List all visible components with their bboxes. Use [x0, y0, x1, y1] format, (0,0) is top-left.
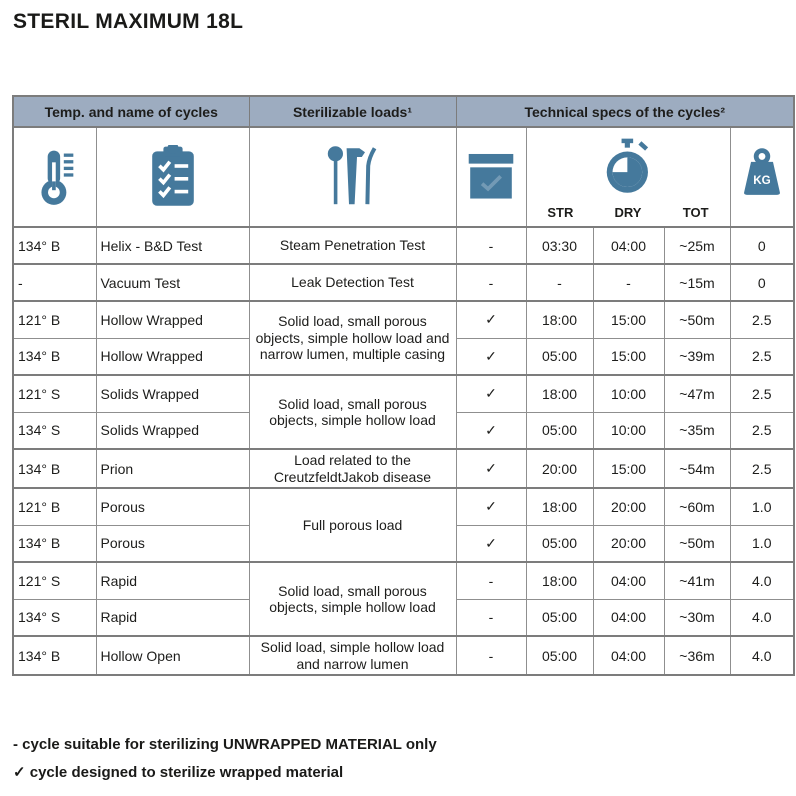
tot-cell: ~39m: [664, 338, 730, 375]
stopwatch-icon: [597, 134, 659, 201]
temp-cell: 134° B: [13, 449, 96, 488]
tot-label: TOT: [682, 205, 709, 220]
container-icon: [457, 129, 526, 225]
cycles-table: [12, 95, 795, 676]
tot-cell: ~41m: [664, 562, 730, 599]
cycle-name-cell: Helix - B&D Test: [96, 227, 249, 264]
table-row: [13, 301, 794, 338]
tot-cell: ~25m: [664, 227, 730, 264]
cycles-table-body: [13, 227, 794, 675]
table-row: [13, 264, 794, 301]
cycle-name-cell: Hollow Open: [96, 636, 249, 675]
container-column-header: [456, 127, 526, 227]
tot-cell: ~35m: [664, 412, 730, 449]
cycle-name-cell: Hollow Wrapped: [96, 338, 249, 375]
footnote-wrapped: ✓ cycle designed to sterilize wrapped material: [13, 764, 344, 781]
load-cell: Steam Penetration Test: [249, 227, 456, 264]
temp-cell: -: [13, 264, 96, 301]
load-cell: Load related to the CreutzfeldtJakob disease: [249, 449, 456, 488]
dry-cell: 04:00: [593, 227, 664, 264]
str-cell: 05:00: [526, 338, 593, 375]
icon-header-row: [13, 127, 794, 227]
kg-cell: 4.0: [730, 562, 794, 599]
kg-cell: 2.5: [730, 412, 794, 449]
time-sublabels: [527, 205, 730, 225]
wrapped-check-cell: ✓: [456, 301, 526, 338]
cycle-name-cell: Porous: [96, 488, 249, 525]
tot-cell: ~54m: [664, 449, 730, 488]
cycle-name-cell: Prion: [96, 449, 249, 488]
str-cell: 05:00: [526, 525, 593, 562]
temp-cell: 134° B: [13, 636, 96, 675]
str-cell: 05:00: [526, 412, 593, 449]
dental-instruments-icon: [250, 129, 456, 225]
times-column-header: [526, 127, 730, 227]
kg-cell: 1.0: [730, 488, 794, 525]
dry-cell: 15:00: [593, 338, 664, 375]
wrapped-check-cell: ✓: [456, 449, 526, 488]
load-cell: Solid load, small porous objects, simple hollow load and narrow lumen, multiple casing: [249, 301, 456, 375]
temp-cell: 134° B: [13, 338, 96, 375]
cycle-name-cell: Hollow Wrapped: [96, 301, 249, 338]
cycle-name-cell: Porous: [96, 525, 249, 562]
weight-kg-icon: [731, 129, 794, 225]
cycle-name-cell: Vacuum Test: [96, 264, 249, 301]
str-label: STR: [547, 205, 574, 220]
temp-cell: 121° B: [13, 301, 96, 338]
load-cell: Leak Detection Test: [249, 264, 456, 301]
wrapped-check-cell: ✓: [456, 338, 526, 375]
kg-cell: 2.5: [730, 301, 794, 338]
wrapped-check-cell: -: [456, 599, 526, 636]
table-header-band: [13, 96, 794, 127]
tot-cell: ~30m: [664, 599, 730, 636]
load-cell: Solid load, small porous objects, simple hollow load: [249, 375, 456, 449]
str-cell: 18:00: [526, 488, 593, 525]
wrapped-check-cell: -: [456, 636, 526, 675]
kg-cell: 0: [730, 227, 794, 264]
temp-cell: 134° B: [13, 525, 96, 562]
kg-cell: 2.5: [730, 375, 794, 412]
kg-cell: 4.0: [730, 636, 794, 675]
kg-cell: 2.5: [730, 449, 794, 488]
dry-cell: 20:00: [593, 525, 664, 562]
table-row: [13, 227, 794, 264]
tot-cell: ~47m: [664, 375, 730, 412]
header-technical-specs: Technical specs of the cycles²: [456, 96, 794, 127]
temp-cell: 134° S: [13, 599, 96, 636]
dry-cell: 04:00: [593, 599, 664, 636]
str-cell: 20:00: [526, 449, 593, 488]
wrapped-check-cell: -: [456, 264, 526, 301]
str-cell: 18:00: [526, 562, 593, 599]
load-cell: Solid load, simple hollow load and narrow lumen: [249, 636, 456, 675]
wrapped-check-cell: ✓: [456, 412, 526, 449]
table-row: [13, 449, 794, 488]
str-cell: 05:00: [526, 599, 593, 636]
wrapped-check-cell: ✓: [456, 375, 526, 412]
dry-cell: 10:00: [593, 375, 664, 412]
svg-text:KG: KG: [753, 173, 771, 187]
tot-cell: ~15m: [664, 264, 730, 301]
dry-cell: 04:00: [593, 562, 664, 599]
temp-cell: 121° S: [13, 375, 96, 412]
dry-cell: 15:00: [593, 449, 664, 488]
str-cell: 18:00: [526, 375, 593, 412]
tot-cell: ~50m: [664, 525, 730, 562]
tot-cell: ~50m: [664, 301, 730, 338]
cycle-name-cell: Rapid: [96, 562, 249, 599]
table-row: [13, 375, 794, 412]
kg-cell: 4.0: [730, 599, 794, 636]
tot-cell: ~60m: [664, 488, 730, 525]
load-cell: Solid load, small porous objects, simple hollow load: [249, 562, 456, 636]
dry-cell: 20:00: [593, 488, 664, 525]
temp-cell: 121° S: [13, 562, 96, 599]
wrapped-check-cell: ✓: [456, 525, 526, 562]
clipboard-checklist-icon: [97, 129, 249, 225]
temp-cell: 134° B: [13, 227, 96, 264]
kg-cell: 2.5: [730, 338, 794, 375]
dry-cell: 04:00: [593, 636, 664, 675]
tot-cell: ~36m: [664, 636, 730, 675]
table-row: [13, 488, 794, 525]
cycle-name-cell: Solids Wrapped: [96, 412, 249, 449]
load-cell: Full porous load: [249, 488, 456, 562]
weight-column-header: [730, 127, 794, 227]
cycle-name-cell: Rapid: [96, 599, 249, 636]
dry-cell: 15:00: [593, 301, 664, 338]
table-row: [13, 636, 794, 675]
dry-cell: 10:00: [593, 412, 664, 449]
header-temp-name-cycles: Temp. and name of cycles: [13, 96, 249, 127]
temperature-column-header: [13, 127, 96, 227]
cycle-name-cell: Solids Wrapped: [96, 375, 249, 412]
kg-cell: 0: [730, 264, 794, 301]
temp-cell: 134° S: [13, 412, 96, 449]
sterilizable-loads-column-header: [249, 127, 456, 227]
page-title: STERIL MAXIMUM 18L: [13, 10, 244, 33]
str-cell: 05:00: [526, 636, 593, 675]
footnote-unwrapped: - cycle suitable for sterilizing UNWRAPPED MATERIAL only: [13, 736, 437, 753]
dry-cell: -: [593, 264, 664, 301]
str-cell: -: [526, 264, 593, 301]
wrapped-check-cell: -: [456, 227, 526, 264]
dry-label: DRY: [614, 205, 642, 220]
header-sterilizable-loads: Sterilizable loads¹: [249, 96, 456, 127]
temp-cell: 121° B: [13, 488, 96, 525]
wrapped-check-cell: -: [456, 562, 526, 599]
str-cell: 18:00: [526, 301, 593, 338]
kg-cell: 1.0: [730, 525, 794, 562]
wrapped-check-cell: ✓: [456, 488, 526, 525]
str-cell: 03:30: [526, 227, 593, 264]
table-row: [13, 562, 794, 599]
cycle-name-column-header: [96, 127, 249, 227]
thermometer-icon: [14, 129, 96, 225]
footnotes: [13, 731, 437, 787]
